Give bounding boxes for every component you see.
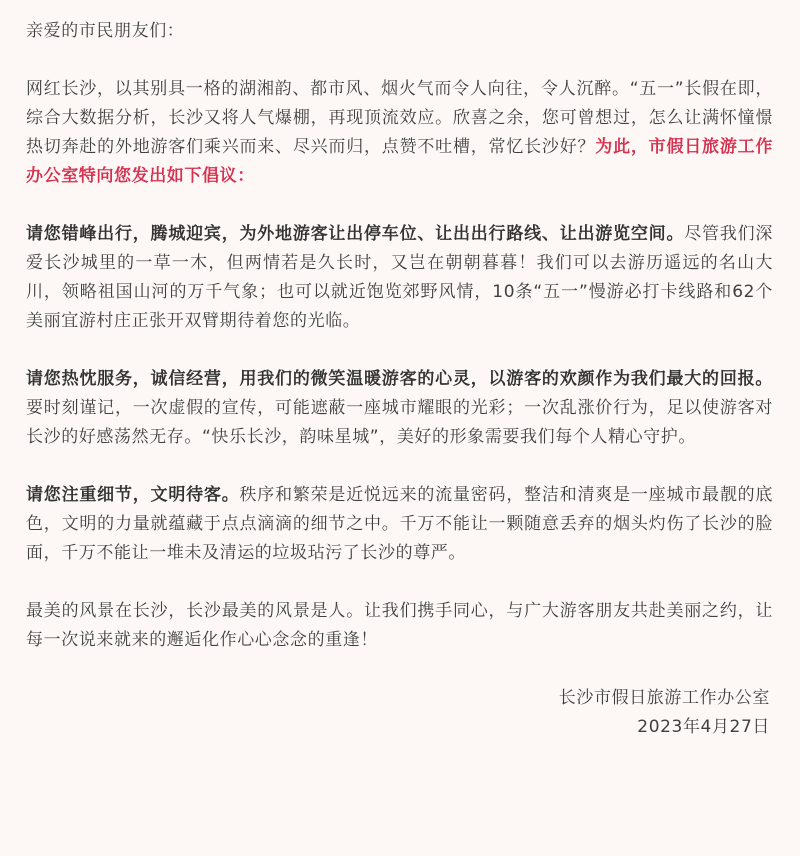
- proposal-3-heading: 请您注重细节，文明待客。: [26, 485, 240, 505]
- proposal-1-text: 尽管我们深爱长沙城里的一草一木，但两情若是久长时，又岂在朝朝暮暮！我们可以去游历遥远的名山大川，领略祖国山河的万千气象；也可以就近饱览郊野风情，10条“五一”慢游必打卡线路和62个美丽宜游村庄正张开双臂期待着您的光临。: [26, 224, 773, 331]
- signature-organization: 长沙市假日旅游工作办公室: [558, 688, 770, 708]
- proposal-paragraph-3: [26, 481, 773, 568]
- intro-paragraph: [26, 75, 773, 191]
- greeting: 亲爱的市民朋友们：: [26, 21, 185, 41]
- intro-highlight: 为此，市假日旅游工作办公室特向您发出如下倡议：: [26, 137, 774, 186]
- proposal-paragraph-2: [26, 365, 773, 452]
- proposal-3-text: 秩序和繁荣是近悦远来的流量密码，整洁和清爽是一座城市最靓的底色，文明的力量就蕴藏于点点滴滴的细节之中。千万不能让一颗随意丢弃的烟头灼伤了长沙的脸面，千万不能让一堆未及清运的垃圾玷污了长沙的尊严。: [26, 485, 773, 563]
- proposal-paragraph-1: [26, 220, 773, 336]
- proposal-2-text: 要时刻谨记，一次虚假的宣传，可能遮蔽一座城市耀眼的光彩；一次乱涨价行为，足以使游客对长沙的好感荡然无存。“快乐长沙，韵味星城”，美好的形象需要我们每个人精心守护。: [26, 398, 773, 447]
- proposal-2-heading: 请您热忱服务，诚信经营，用我们的微笑温暖游客的心灵，以游客的欢颜作为我们最大的回报。: [26, 369, 773, 389]
- closing-paragraph: 最美的风景在长沙，长沙最美的风景是人。让我们携手同心，与广大游客朋友共赴美丽之约，让每一次说来就来的邂逅化作心心念念的重逢！: [26, 601, 773, 650]
- signature-block: [26, 684, 773, 742]
- intro-text: 网红长沙，以其别具一格的湖湘韵、都市风、烟火气而令人向往，令人沉醉。“五一”长假在即，综合大数据分析，长沙又将人气爆棚，再现顶流效应。欣喜之余，您可曾想过，怎么让满怀憧憬热切奔赴的外地游客们乘兴而来、尽兴而归，点赞不吐槽，常忆长沙好？: [26, 79, 773, 157]
- signature-date: 2023年4月27日: [637, 717, 770, 737]
- proposal-1-heading: 请您错峰出行，腾城迎宾，为外地游客让出停车位、让出出行路线、让出游览空间。: [26, 224, 685, 244]
